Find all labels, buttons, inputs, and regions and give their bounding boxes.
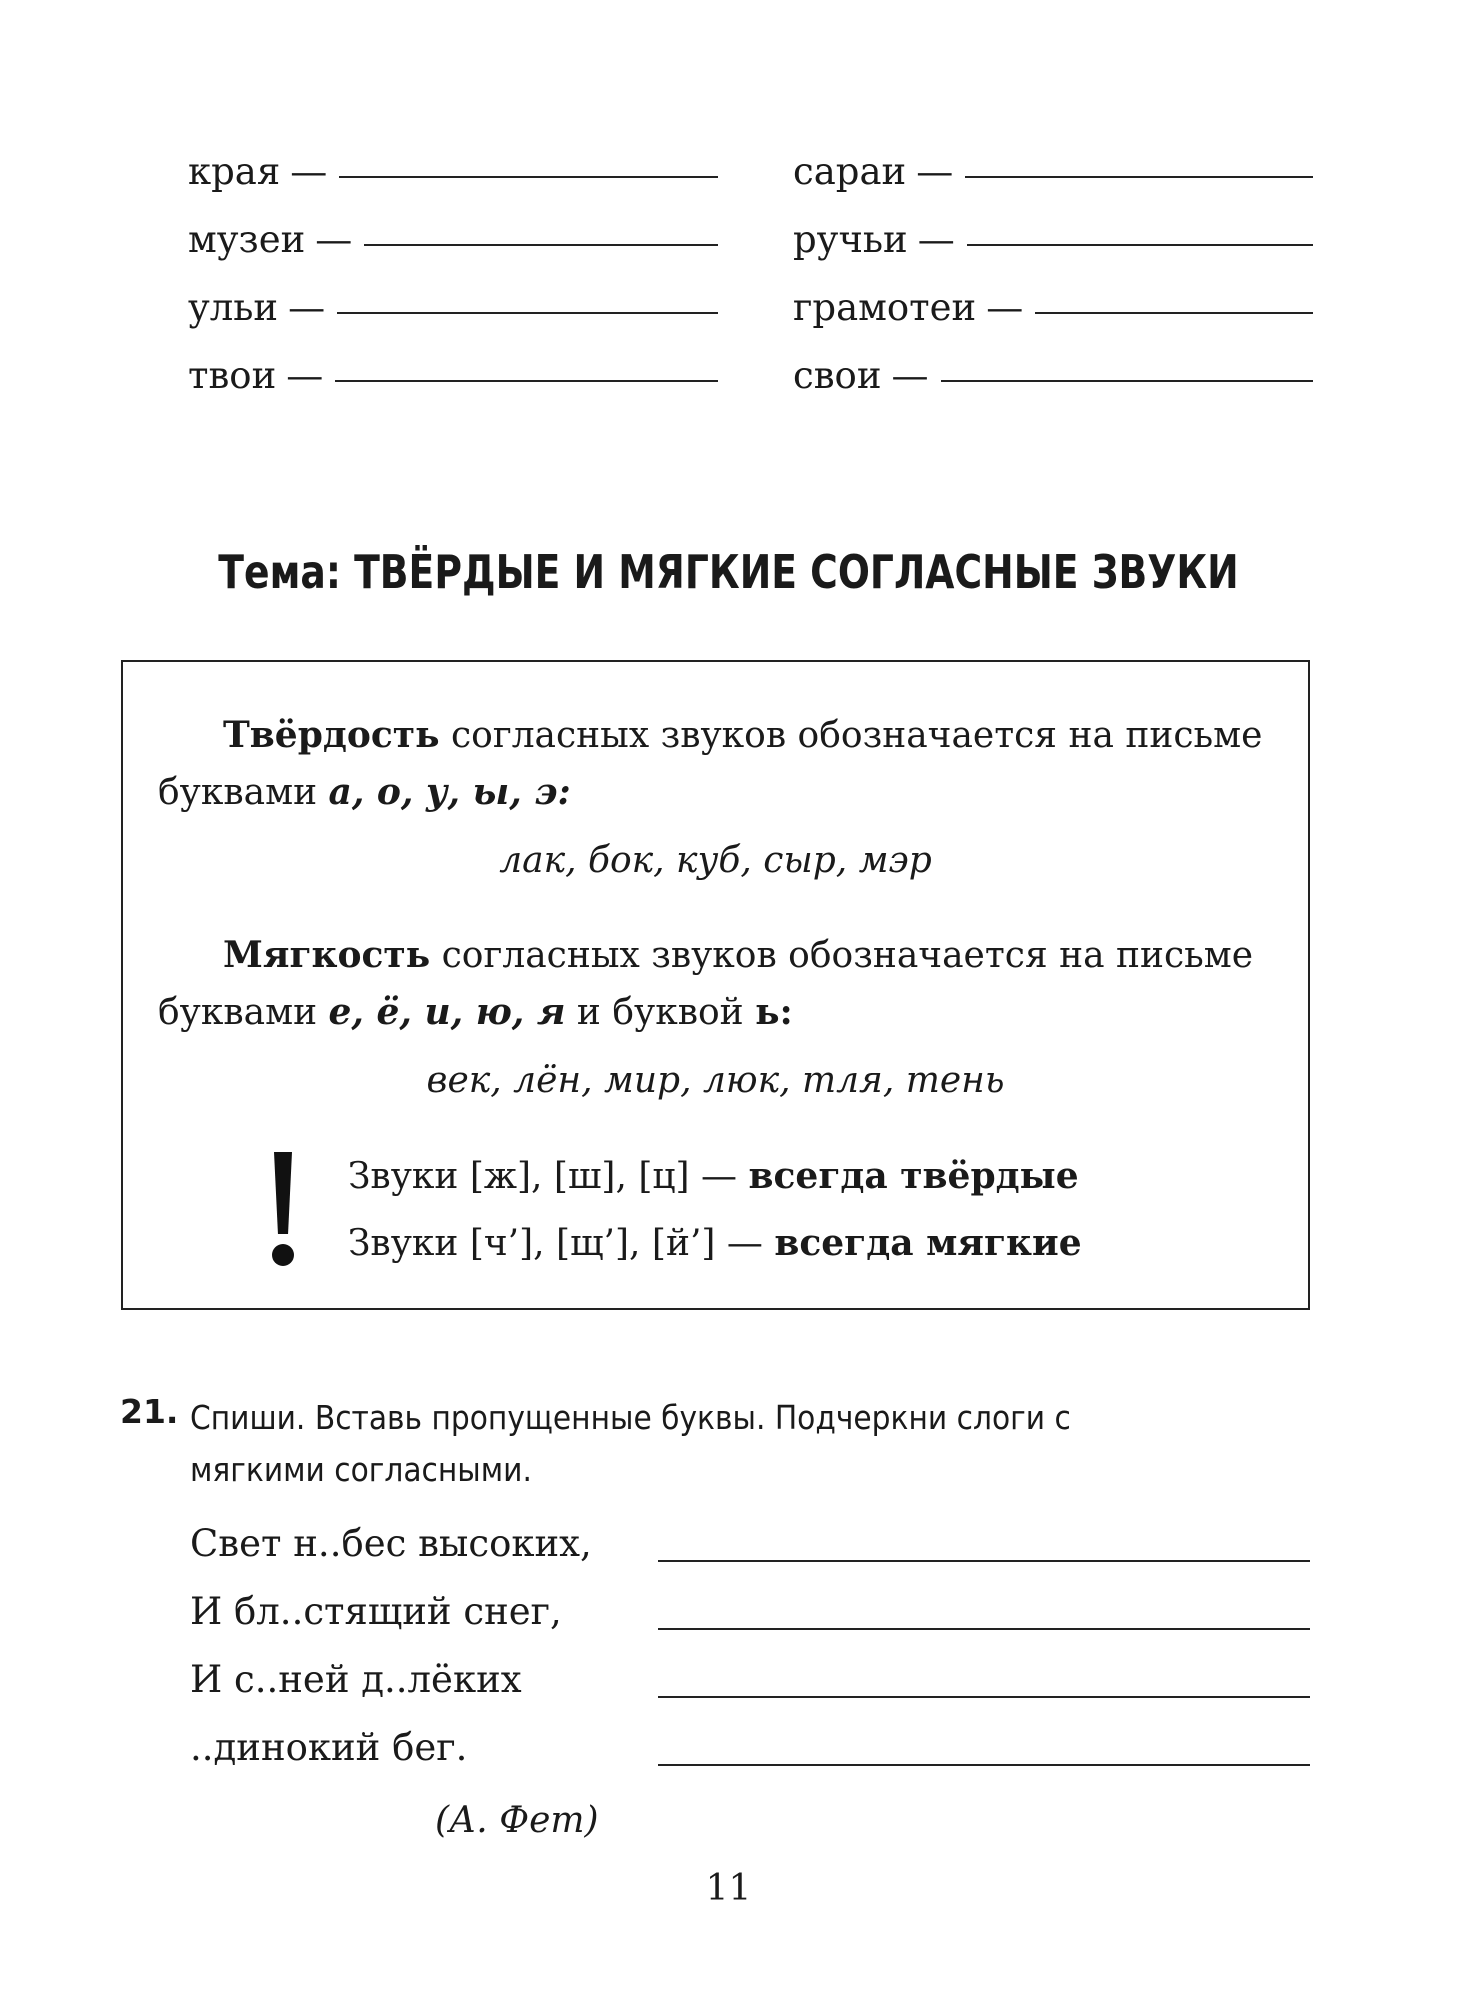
poem-author: (А. Фет) (435, 1800, 599, 1841)
softness-middle: и буквой (565, 992, 756, 1033)
exclamation-icon (268, 1152, 298, 1272)
poem-line (190, 1522, 1320, 1572)
page-number: 11 (705, 1868, 752, 1909)
hardness-examples: лак, бок, куб, сыр, мэр (499, 840, 932, 881)
answer-line[interactable] (337, 312, 718, 314)
note-emphasis: всегда мягкие (774, 1222, 1082, 1264)
dash: — (891, 354, 929, 397)
answer-line[interactable] (658, 1628, 1310, 1630)
pair-row (188, 218, 1313, 261)
note-hard (348, 1155, 1079, 1197)
note-sounds: Звуки [ч’], [щ’], [й’] — (348, 1223, 775, 1264)
answer-line[interactable] (658, 1764, 1310, 1766)
answer-line[interactable] (941, 380, 1314, 382)
dash: — (288, 286, 326, 329)
topic-title: ТВЁРДЫЕ И МЯГКИЕ СОГЛАСНЫЕ ЗВУКИ (354, 545, 1239, 599)
softness-rule (158, 927, 1273, 1041)
soft-sign: ь: (755, 991, 793, 1033)
word: музеи (188, 218, 306, 261)
word: твои (188, 354, 277, 397)
word: ульи (188, 286, 279, 329)
note-sounds: Звуки [ж], [ш], [ц] — (348, 1156, 749, 1197)
pair-right (793, 286, 1313, 329)
topic-heading (131, 545, 1326, 599)
poem-text: Свет н..бес высоких, (190, 1522, 592, 1565)
dash: — (290, 150, 328, 193)
answer-line[interactable] (1035, 312, 1313, 314)
poem-text: ..динокий бег. (190, 1726, 468, 1769)
dash: — (986, 286, 1024, 329)
note-soft (348, 1222, 1082, 1264)
rule-box (121, 660, 1310, 1310)
pair-row (188, 354, 1313, 397)
pair-right (793, 218, 1313, 261)
dash: — (315, 218, 353, 261)
pair-left (188, 150, 718, 193)
hardness-rule (158, 707, 1273, 821)
poem-text: И бл..стящий снег, (190, 1590, 562, 1633)
word: ручьи (793, 218, 908, 261)
hardness-prefix: буквами (158, 772, 329, 813)
word: грамотеи (793, 286, 977, 329)
exercise-instruction: Спиши. Вставь пропущенные буквы. Подчеркни слоги с мягкими согласными. (190, 1398, 1071, 1489)
softness-term: Мягкость (223, 934, 431, 976)
poem-line (190, 1590, 1320, 1640)
answer-line[interactable] (364, 244, 718, 246)
answer-line[interactable] (658, 1560, 1310, 1562)
pair-row (188, 150, 1313, 193)
softness-letters: е, ё, и, ю, я (328, 991, 566, 1033)
pair-left (188, 354, 718, 397)
word: свои (793, 354, 882, 397)
answer-line[interactable] (967, 244, 1313, 246)
poem-line (190, 1726, 1320, 1776)
note-emphasis: всегда твёрдые (748, 1155, 1079, 1197)
hardness-letters: а, о, у, ы, э: (328, 771, 571, 813)
pair-right (793, 354, 1313, 397)
answer-line[interactable] (658, 1696, 1310, 1698)
pair-left (188, 286, 718, 329)
dash: — (916, 150, 954, 193)
hardness-term: Твёрдость (223, 714, 440, 756)
softness-text: согласных звуков обозначается на письме (430, 935, 1254, 976)
poem-line (190, 1658, 1320, 1708)
answer-line[interactable] (339, 176, 718, 178)
hardness-text: согласных звуков обозначается на письме (439, 715, 1263, 756)
topic-label: Тема: (218, 545, 341, 599)
pair-row (188, 286, 1313, 329)
dash: — (917, 218, 955, 261)
dash: — (286, 354, 324, 397)
answer-line[interactable] (965, 176, 1313, 178)
answer-line[interactable] (335, 380, 718, 382)
word: сараи (793, 150, 907, 193)
pair-left (188, 218, 718, 261)
exercise-number: 21. (120, 1392, 179, 1431)
pair-right (793, 150, 1313, 193)
softness-prefix: буквами (158, 992, 329, 1033)
softness-examples: век, лён, мир, люк, тля, тень (426, 1060, 1005, 1101)
poem-text: И с..ней д..лёких (190, 1658, 522, 1701)
word: края (188, 150, 281, 193)
